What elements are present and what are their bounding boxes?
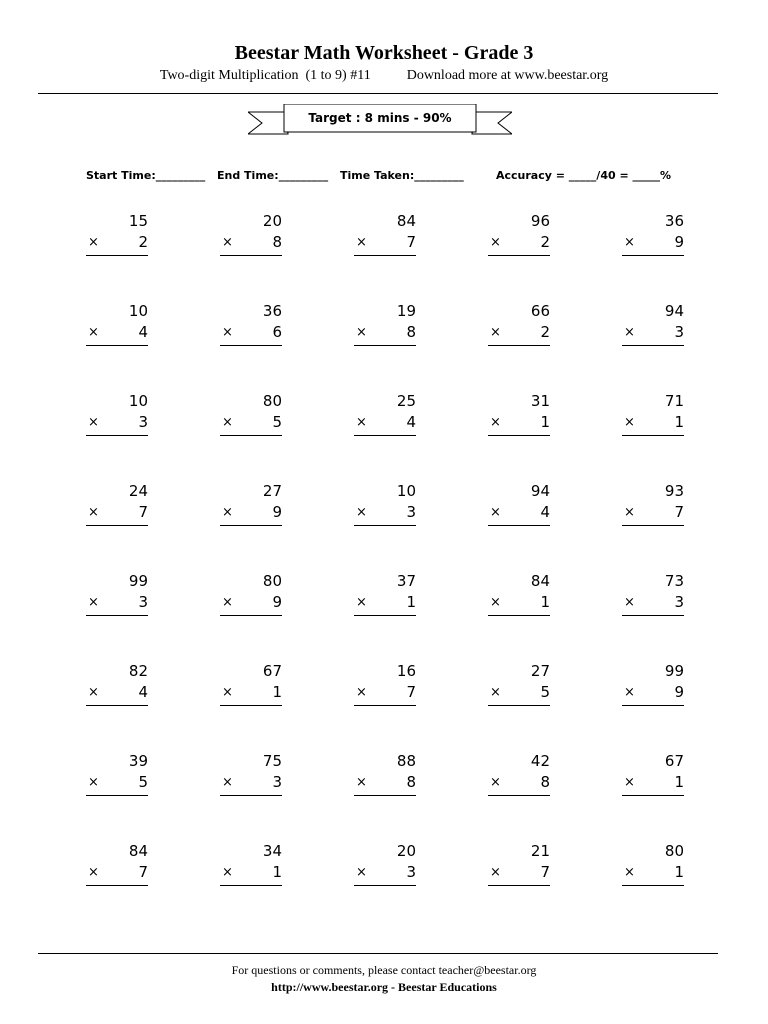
multiplicand: 80 [262, 392, 282, 410]
multiplicand: 75 [262, 752, 282, 770]
problem-32 [220, 752, 282, 798]
multiplicand: 15 [128, 212, 148, 230]
times-sign: × [624, 235, 635, 250]
answer-line [354, 255, 416, 256]
multiplicand: 10 [396, 482, 416, 500]
multiplier: 1 [540, 413, 550, 431]
problem-29 [488, 662, 550, 708]
multiplicand: 20 [396, 842, 416, 860]
answer-line [488, 705, 550, 706]
problem-26 [86, 662, 148, 708]
answer-line [220, 705, 282, 706]
answer-line [622, 885, 684, 886]
times-sign: × [624, 865, 635, 880]
problem-5 [622, 212, 684, 258]
multiplicand: 94 [530, 482, 550, 500]
multiplicand: 27 [530, 662, 550, 680]
answer-line [354, 525, 416, 526]
multiplicand: 99 [664, 662, 684, 680]
problem-11 [86, 392, 148, 438]
times-sign: × [222, 595, 233, 610]
times-sign: × [88, 235, 99, 250]
subtitle-topic: Two-digit Multiplication (1 to 9) #11 [159, 68, 371, 83]
times-sign: × [222, 235, 233, 250]
multiplier: 1 [272, 683, 282, 701]
multiplier: 8 [406, 323, 416, 341]
multiplier: 4 [138, 683, 148, 701]
multiplicand: 42 [530, 752, 550, 770]
multiplicand: 82 [128, 662, 148, 680]
times-sign: × [88, 595, 99, 610]
multiplier: 5 [540, 683, 550, 701]
problem-16 [86, 482, 148, 528]
times-sign: × [356, 325, 367, 340]
problem-7 [220, 302, 282, 348]
problem-21 [86, 572, 148, 618]
times-sign: × [88, 325, 99, 340]
problem-3 [354, 212, 416, 258]
answer-line [354, 795, 416, 796]
multiplicand: 66 [530, 302, 550, 320]
multiplicand: 71 [664, 392, 684, 410]
problem-38 [354, 842, 416, 888]
multiplier: 8 [406, 773, 416, 791]
answer-line [220, 435, 282, 436]
problem-8 [354, 302, 416, 348]
answer-line [86, 345, 148, 346]
problem-9 [488, 302, 550, 348]
problem-34 [488, 752, 550, 798]
multiplier: 1 [674, 773, 684, 791]
answer-line [488, 525, 550, 526]
multiplicand: 24 [128, 482, 148, 500]
answer-line [354, 345, 416, 346]
multiplier: 7 [406, 233, 416, 251]
multiplicand: 84 [396, 212, 416, 230]
times-sign: × [222, 415, 233, 430]
problem-19 [488, 482, 550, 528]
answer-line [622, 345, 684, 346]
multiplicand: 36 [262, 302, 282, 320]
answer-line [86, 885, 148, 886]
multiplicand: 73 [664, 572, 684, 590]
multiplier: 3 [406, 503, 416, 521]
times-sign: × [88, 685, 99, 700]
problem-25 [622, 572, 684, 618]
multiplier: 6 [272, 323, 282, 341]
times-sign: × [490, 415, 501, 430]
multiplicand: 27 [262, 482, 282, 500]
problem-35 [622, 752, 684, 798]
multiplier: 7 [406, 683, 416, 701]
times-sign: × [490, 865, 501, 880]
multiplicand: 88 [396, 752, 416, 770]
problem-15 [622, 392, 684, 438]
footer-site: http://www.beestar.org - Beestar Educations [271, 980, 497, 994]
multiplicand: 21 [530, 842, 550, 860]
multiplicand: 94 [664, 302, 684, 320]
problem-22 [220, 572, 282, 618]
multiplier: 1 [272, 863, 282, 881]
multiplicand: 99 [128, 572, 148, 590]
answer-line [220, 525, 282, 526]
times-sign: × [356, 235, 367, 250]
answer-line [86, 255, 148, 256]
problem-28 [354, 662, 416, 708]
multiplicand: 84 [128, 842, 148, 860]
problem-1 [86, 212, 148, 258]
problem-20 [622, 482, 684, 528]
multiplier: 3 [272, 773, 282, 791]
multiplier: 9 [272, 593, 282, 611]
answer-line [86, 525, 148, 526]
answer-line [220, 345, 282, 346]
worksheet-title: Beestar Math Worksheet - Grade 3 [234, 42, 534, 64]
answer-line [622, 525, 684, 526]
multiplier: 1 [540, 593, 550, 611]
multiplier: 5 [272, 413, 282, 431]
answer-line [622, 435, 684, 436]
multiplicand: 19 [396, 302, 416, 320]
answer-line [488, 435, 550, 436]
multiplicand: 96 [530, 212, 550, 230]
multiplier: 9 [272, 503, 282, 521]
answer-line [220, 885, 282, 886]
multiplicand: 16 [396, 662, 416, 680]
times-sign: × [356, 595, 367, 610]
multiplier: 8 [272, 233, 282, 251]
multiplier: 9 [674, 683, 684, 701]
multiplier: 3 [138, 593, 148, 611]
problem-24 [488, 572, 550, 618]
multiplier: 1 [674, 413, 684, 431]
answer-line [622, 795, 684, 796]
times-sign: × [356, 775, 367, 790]
multiplier: 4 [138, 323, 148, 341]
times-sign: × [624, 775, 635, 790]
answer-line [354, 615, 416, 616]
multiplier: 2 [138, 233, 148, 251]
problem-39 [488, 842, 550, 888]
problem-2 [220, 212, 282, 258]
multiplier: 3 [138, 413, 148, 431]
times-sign: × [88, 415, 99, 430]
answer-line [86, 705, 148, 706]
banner-target-text: Target : 8 mins - 90% [308, 111, 452, 125]
answer-line [220, 615, 282, 616]
times-sign: × [356, 415, 367, 430]
answer-line [622, 615, 684, 616]
stats-row [0, 169, 768, 185]
multiplier: 2 [540, 233, 550, 251]
times-sign: × [624, 505, 635, 520]
multiplicand: 93 [664, 482, 684, 500]
answer-line [86, 615, 148, 616]
end-time-field: End Time:_________ [217, 169, 329, 182]
multiplier: 7 [138, 863, 148, 881]
multiplicand: 80 [664, 842, 684, 860]
multiplicand: 31 [530, 392, 550, 410]
answer-line [488, 795, 550, 796]
multiplier: 7 [138, 503, 148, 521]
problem-33 [354, 752, 416, 798]
multiplier: 2 [540, 323, 550, 341]
multiplicand: 37 [396, 572, 416, 590]
multiplier: 3 [406, 863, 416, 881]
times-sign: × [490, 235, 501, 250]
problem-10 [622, 302, 684, 348]
time-taken-field: Time Taken:_________ [340, 169, 464, 182]
answer-line [622, 255, 684, 256]
times-sign: × [222, 685, 233, 700]
problem-37 [220, 842, 282, 888]
answer-line [488, 885, 550, 886]
times-sign: × [88, 775, 99, 790]
multiplier: 5 [138, 773, 148, 791]
answer-line [354, 435, 416, 436]
answer-line [354, 705, 416, 706]
answer-line [488, 255, 550, 256]
times-sign: × [356, 505, 367, 520]
times-sign: × [222, 505, 233, 520]
multiplier: 1 [406, 593, 416, 611]
times-sign: × [490, 505, 501, 520]
multiplicand: 80 [262, 572, 282, 590]
multiplicand: 67 [664, 752, 684, 770]
multiplier: 3 [674, 593, 684, 611]
problem-6 [86, 302, 148, 348]
times-sign: × [88, 865, 99, 880]
multiplier: 4 [540, 503, 550, 521]
times-sign: × [356, 685, 367, 700]
problem-4 [488, 212, 550, 258]
times-sign: × [490, 325, 501, 340]
times-sign: × [222, 325, 233, 340]
answer-line [488, 615, 550, 616]
problem-13 [354, 392, 416, 438]
problem-30 [622, 662, 684, 708]
multiplicand: 10 [128, 302, 148, 320]
multiplier: 8 [540, 773, 550, 791]
answer-line [220, 795, 282, 796]
multiplier: 7 [674, 503, 684, 521]
problem-40 [622, 842, 684, 888]
worksheet-subtitle [0, 68, 768, 84]
times-sign: × [490, 775, 501, 790]
times-sign: × [624, 415, 635, 430]
problem-18 [354, 482, 416, 528]
accuracy-field: Accuracy = _____/40 = _____% [496, 169, 672, 182]
multiplicand: 36 [664, 212, 684, 230]
answer-line [354, 885, 416, 886]
answer-line [86, 795, 148, 796]
multiplicand: 34 [262, 842, 282, 860]
problem-14 [488, 392, 550, 438]
answer-line [220, 255, 282, 256]
multiplier: 7 [540, 863, 550, 881]
times-sign: × [490, 685, 501, 700]
problem-17 [220, 482, 282, 528]
multiplier: 9 [674, 233, 684, 251]
problem-27 [220, 662, 282, 708]
multiplier: 1 [674, 863, 684, 881]
multiplicand: 39 [128, 752, 148, 770]
footer-divider [38, 953, 718, 954]
footer-contact: For questions or comments, please contact teacher@beestar.org [231, 963, 537, 977]
problem-31 [86, 752, 148, 798]
subtitle-download: Download more at www.beestar.org [406, 68, 609, 83]
times-sign: × [624, 685, 635, 700]
start-time-field: Start Time:_________ [86, 169, 206, 182]
multiplicand: 25 [396, 392, 416, 410]
problem-36 [86, 842, 148, 888]
multiplicand: 20 [262, 212, 282, 230]
header-divider [38, 93, 718, 94]
answer-line [86, 435, 148, 436]
times-sign: × [88, 505, 99, 520]
multiplier: 3 [674, 323, 684, 341]
multiplicand: 84 [530, 572, 550, 590]
problem-12 [220, 392, 282, 438]
times-sign: × [624, 325, 635, 340]
multiplier: 4 [406, 413, 416, 431]
times-sign: × [356, 865, 367, 880]
multiplicand: 10 [128, 392, 148, 410]
answer-line [622, 705, 684, 706]
problem-23 [354, 572, 416, 618]
multiplicand: 67 [262, 662, 282, 680]
times-sign: × [222, 865, 233, 880]
times-sign: × [490, 595, 501, 610]
times-sign: × [222, 775, 233, 790]
answer-line [488, 345, 550, 346]
times-sign: × [624, 595, 635, 610]
